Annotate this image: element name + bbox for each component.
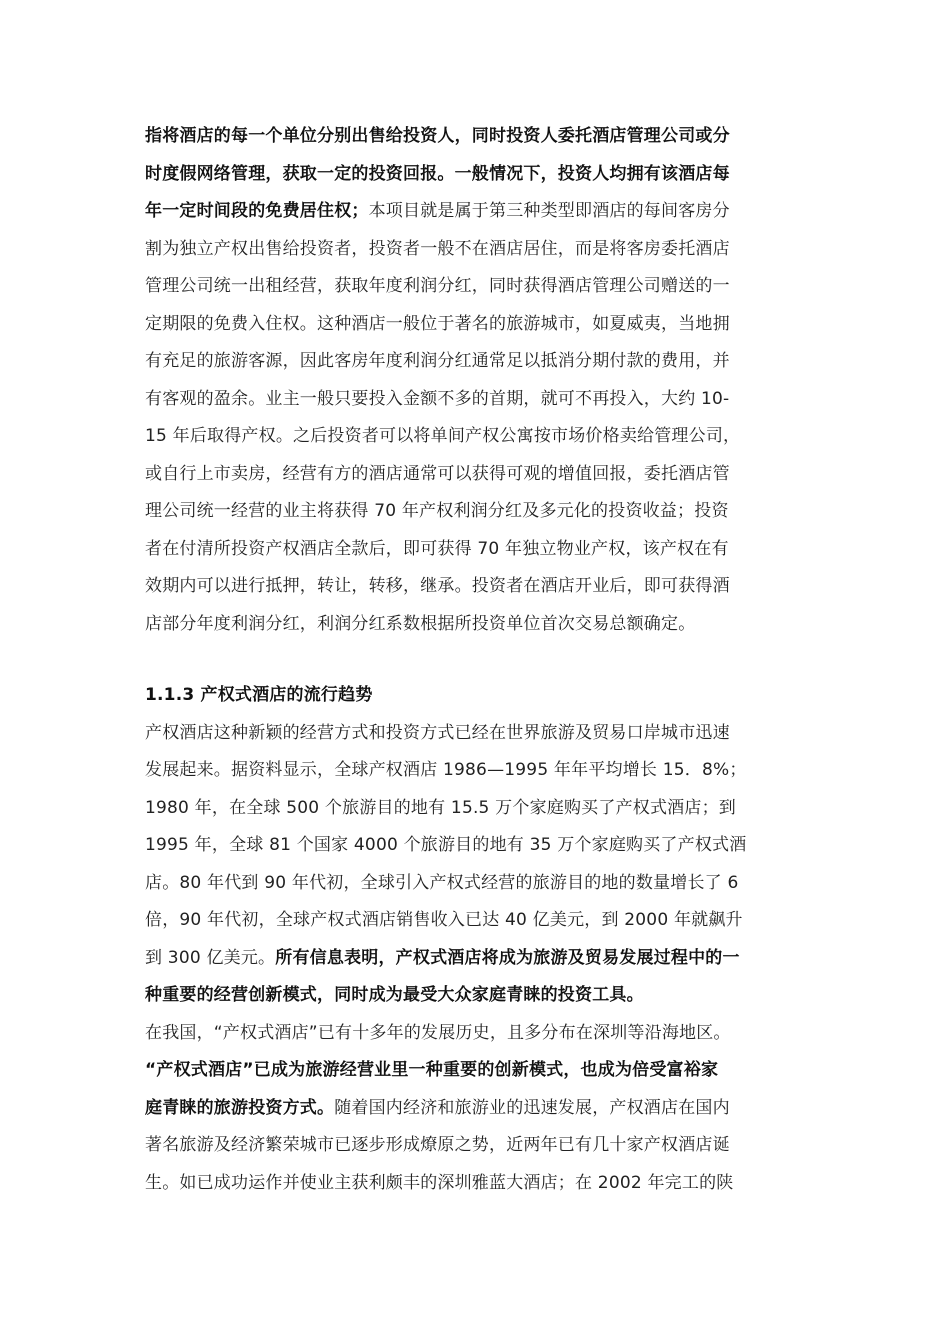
body-text: 或自行上市卖房，经营有方的酒店通常可以获得可观的增值回报，委托酒店管: [145, 463, 730, 484]
body-text: 产权酒店这种新颖的经营方式和投资方式已经在世界旅游及贸易口岸城市迅速: [145, 722, 730, 743]
text-line: [145, 865, 805, 903]
text-line: [145, 568, 805, 606]
text-line: [145, 1015, 805, 1053]
section-heading: 1.1.3 产权式酒店的流行趋势: [145, 685, 373, 705]
body-text: 割为独立产权出售给投资者，投资者一般不在酒店居住，而是将客房委托酒店: [145, 238, 730, 259]
bold-text: 庭青睐的旅游投资方式。: [145, 1097, 335, 1118]
text-line: [145, 752, 805, 790]
body-text: 效期内可以进行抵押，转让，转移，继承。投资者在酒店开业后，即可获得酒: [145, 576, 730, 596]
body-text: 店部分年度利润分红，利润分红系数根据所投资单位首次交易总额确定。: [145, 613, 696, 634]
text-line: [145, 606, 805, 644]
body-text: 在我国，“产权式酒店”已有十多年的发展历史，且多分布在深圳等沿海地区。: [145, 1022, 731, 1043]
body-text: 到 300 亿美元。: [145, 947, 276, 968]
body-text: 理公司统一经营的业主将获得 70 年产权利润分红及多元化的投资收益；投资: [145, 501, 729, 521]
text-line: [145, 231, 805, 269]
bold-text: 指将酒店的每一个单位分别出售给投资人，同时投资人委托酒店管理公司或分: [145, 126, 730, 146]
body-text: 1995 年，全球 81 个国家 4000 个旅游目的地有 35 万个家庭购买了产权式酒: [145, 835, 747, 855]
text-line: [145, 493, 805, 531]
text-line: [145, 790, 805, 828]
body-text: 随着国内经济和旅游业的迅速发展，产权酒店在国内: [334, 1097, 730, 1118]
body-text: 店。80 年代到 90 年代初，全球引入产权式经营的旅游目的地的数量增长了 6: [145, 872, 739, 893]
body-text: 者在付清所投资产权酒店全款后，即可获得 70 年独立物业产权，该产权在有: [145, 538, 729, 559]
bold-text: 种重要的经营创新模式，同时成为最受大众家庭青睐的投资工具。: [145, 985, 644, 1005]
body-text: 本项目就是属于第三种类型即酒店的每间客房分: [368, 201, 730, 221]
text-line: [145, 531, 805, 569]
text-line: [145, 381, 805, 419]
body-text: 有充足的旅游客源，因此客房年度利润分红通常足以抵消分期付款的费用，并: [145, 351, 730, 371]
text-line: [145, 268, 805, 306]
text-line: [145, 902, 805, 940]
body-text: 有客观的盈余。业主一般只要投入金额不多的首期，就可不再投入，大约 10-: [145, 388, 730, 409]
text-line: [145, 306, 805, 344]
text-line: [145, 977, 805, 1015]
text-line: [145, 343, 805, 381]
text-line: [145, 193, 805, 231]
bold-text: 所有信息表明，产权式酒店将成为旅游及贸易发展过程中的一: [275, 947, 740, 968]
body-text: 著名旅游及经济繁荣城市已逐步形成燎原之势，近两年已有几十家产权酒店诞: [145, 1135, 730, 1155]
text-line: [145, 940, 805, 978]
text-line: [145, 156, 805, 194]
text-line: [145, 715, 805, 753]
body-text: 管理公司统一出租经营，获取年度利润分红，同时获得酒店管理公司赠送的一: [145, 276, 730, 296]
paragraph-ownership-types: [145, 118, 805, 643]
body-text: 1980 年，在全球 500 个旅游目的地有 15.5 万个家庭购买了产权式酒店；到: [145, 797, 736, 818]
text-line: [145, 1052, 805, 1090]
body-text: 15 年后取得产权。之后投资者可以将单间产权公寓按市场价格卖给管理公司，: [145, 426, 741, 446]
bold-text: 年一定时间段的免费居住权；: [145, 201, 369, 221]
body-text: 生。如已成功运作并使业主获利颇丰的深圳雅蓝大酒店；在 2002 年完工的陕: [145, 1172, 734, 1193]
text-line: [145, 1165, 805, 1203]
text-line: [145, 827, 805, 865]
section-popularity-trend: [145, 677, 805, 1202]
body-text: 倍，90 年代初，全球产权式酒店销售收入已达 40 亿美元，到 2000 年就飙升: [145, 910, 743, 930]
body-text: 定期限的免费入住权。这种酒店一般位于著名的旅游城市，如夏威夷，当地拥: [145, 313, 730, 334]
text-line: [145, 418, 805, 456]
text-line: [145, 1090, 805, 1128]
body-text: 发展起来。据资料显示，全球产权酒店 1986—1995 年年平均增长 15．8%；: [145, 760, 747, 780]
bold-text: 时度假网络管理，获取一定的投资回报。一般情况下，投资人均拥有该酒店每: [145, 163, 730, 184]
text-line: [145, 1127, 805, 1165]
text-line: [145, 118, 805, 156]
text-line: [145, 456, 805, 494]
bold-text: “产权式酒店”已成为旅游经营业里一种重要的创新模式，也成为倍受富裕家: [145, 1060, 719, 1080]
